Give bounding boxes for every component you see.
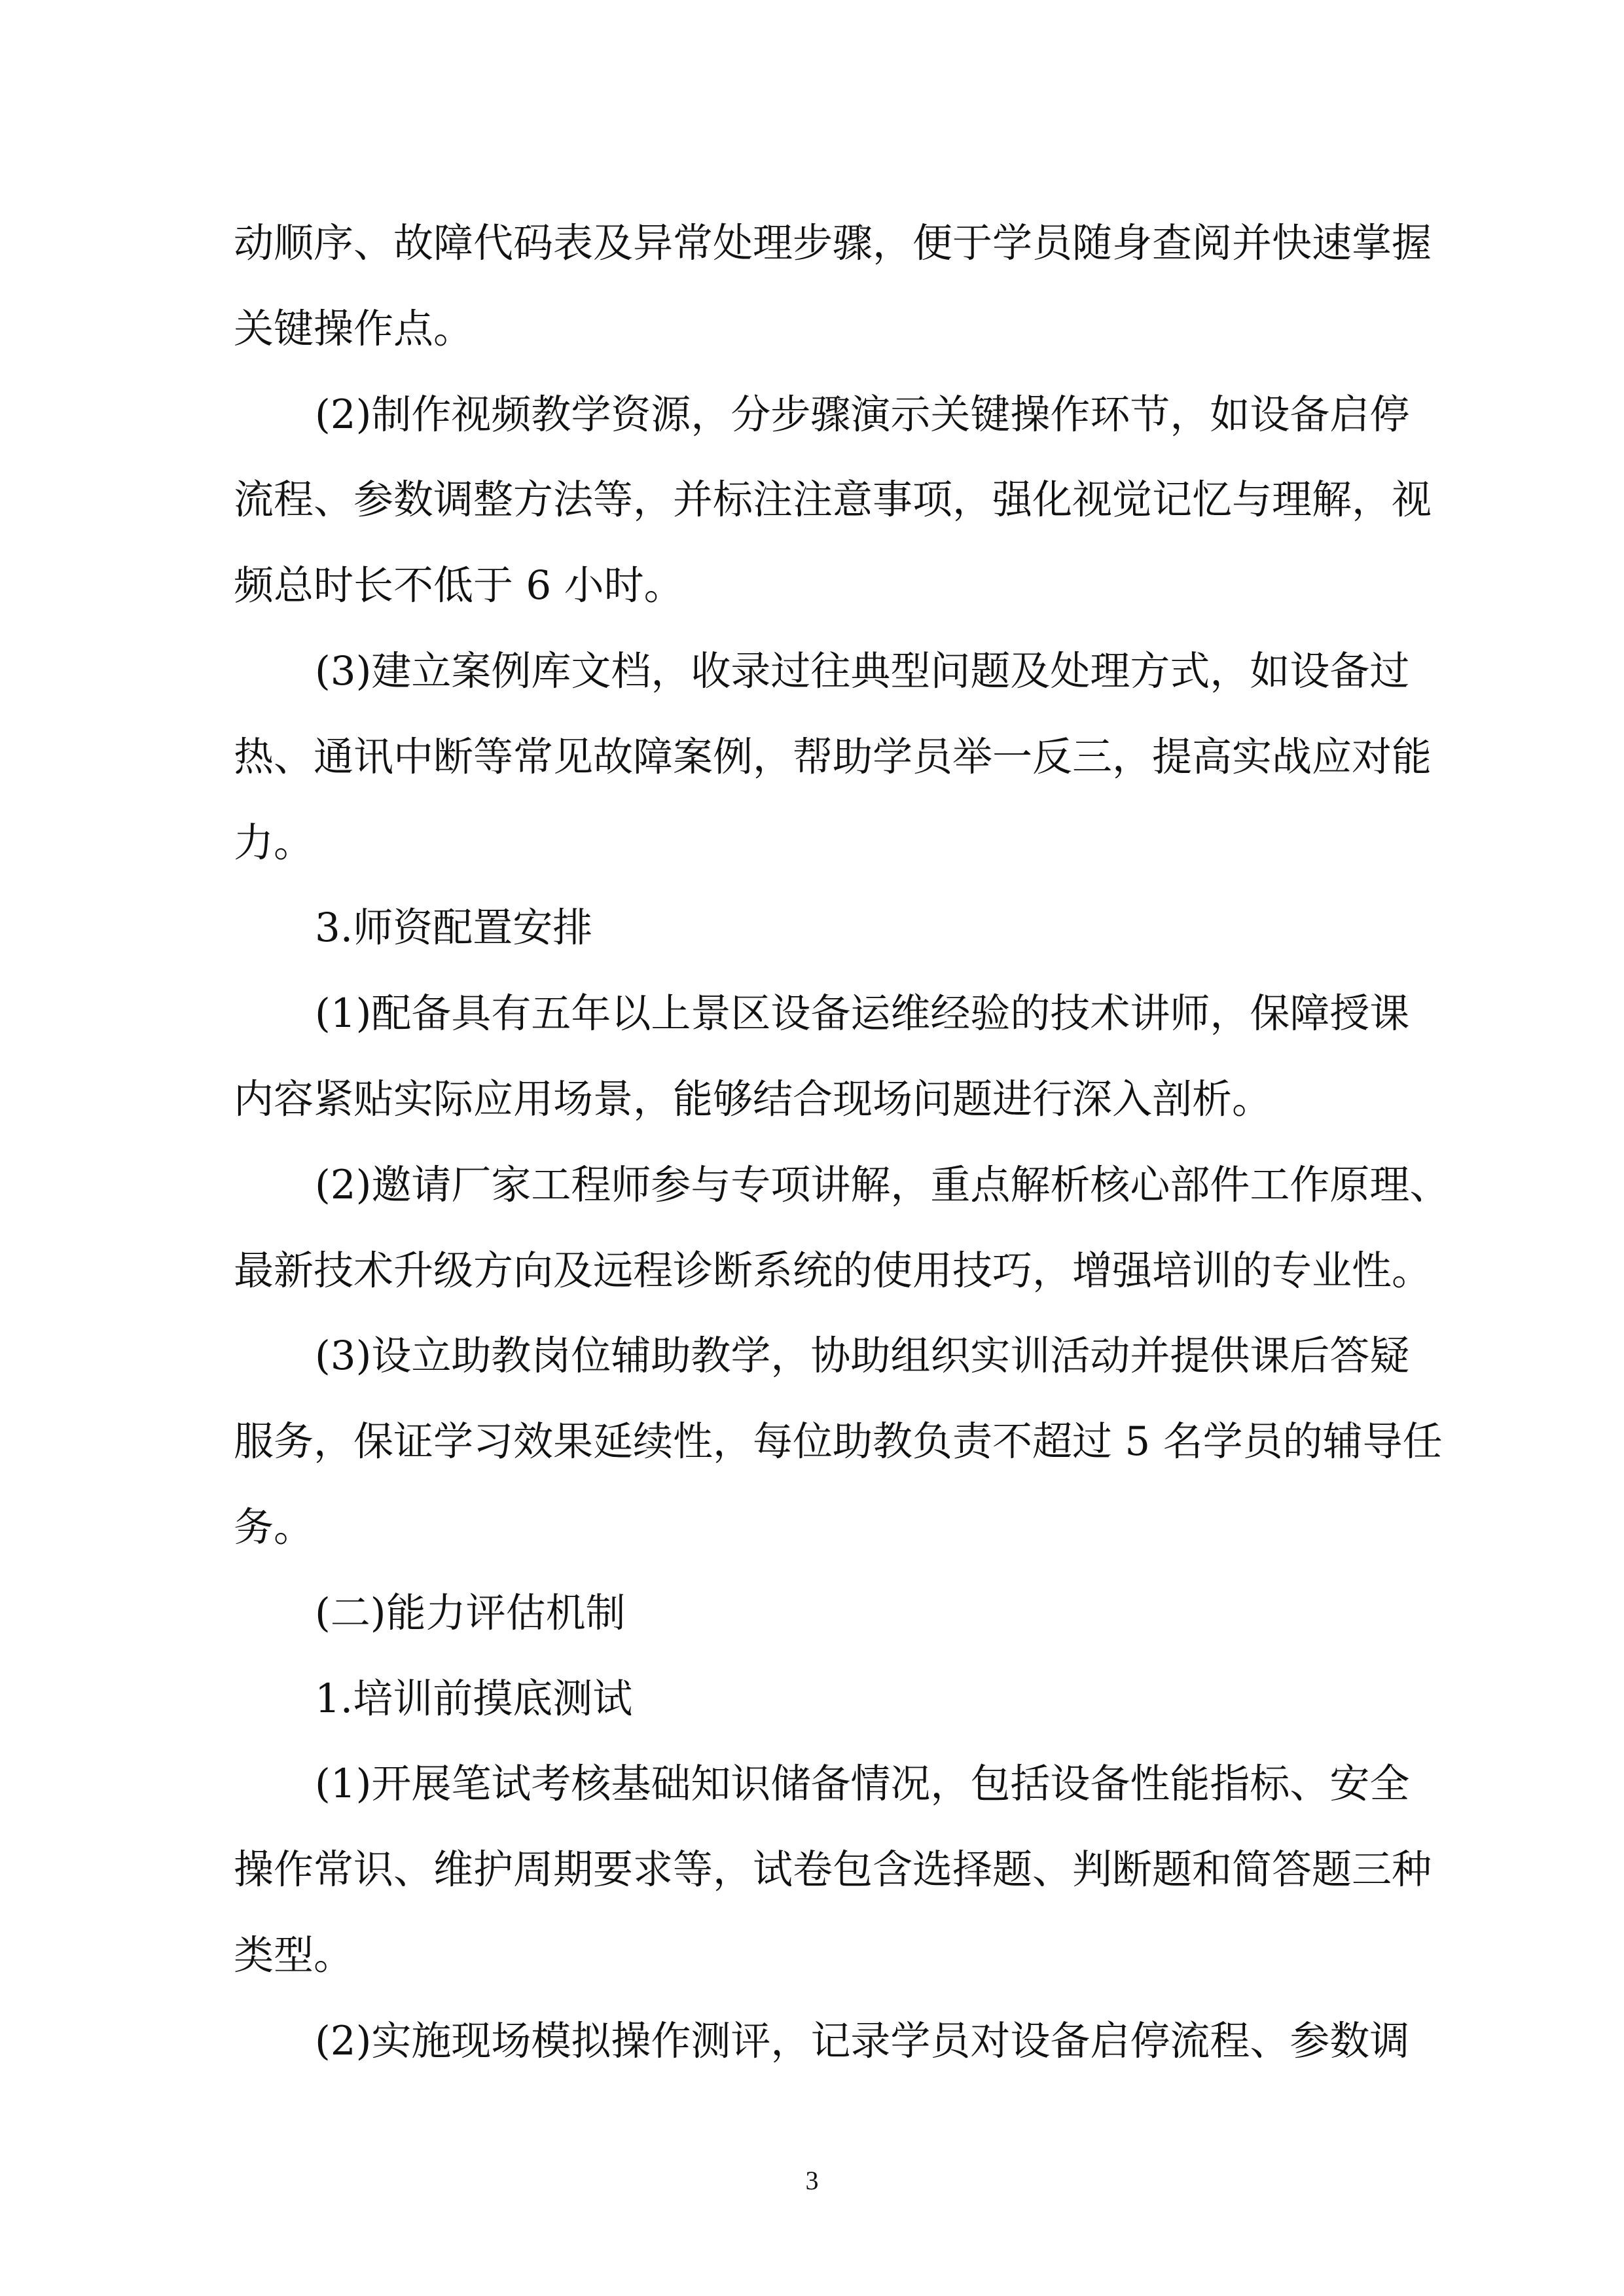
text-line: (1)开展笔试考核基础知识储备情况，包括设备性能指标、安全 xyxy=(315,1761,1410,1808)
text-line: 务。 xyxy=(234,1504,314,1551)
text-line: (2)制作视频教学资源，分步骤演示关键操作环节，如设备启停 xyxy=(315,391,1410,438)
text-line: 操作常识、维护周期要求等，试卷包含选择题、判断题和简答题三种 xyxy=(234,1846,1432,1893)
text-line: 关键操作点。 xyxy=(234,305,474,352)
text-line: (二)能力评估机制 xyxy=(315,1589,626,1636)
page-number: 3 xyxy=(805,2166,819,2195)
text-line: 热、通讯中断等常见故障案例，帮助学员举一反三，提高实战应对能 xyxy=(234,733,1432,780)
text-line: (3)建立案例库文档，收录过往典型问题及处理方式，如设备过 xyxy=(315,648,1410,694)
text-line: 频总时长不低于 6 小时。 xyxy=(234,562,684,609)
text-line: 动顺序、故障代码表及异常处理步骤，便于学员随身查阅并快速掌握 xyxy=(234,220,1432,266)
text-line: (3)设立助教岗位辅助教学，协助组织实训活动并提供课后答疑 xyxy=(315,1333,1410,1380)
text-line: 流程、参数调整方法等，并标注注意事项，强化视觉记忆与理解，视 xyxy=(234,476,1432,524)
text-line: 服务，保证学习效果延续性，每位助教负责不超过 5 名学员的辅导任 xyxy=(234,1418,1443,1465)
text-line: (2)邀请厂家工程师参与专项讲解，重点解析核心部件工作原理、 xyxy=(315,1161,1450,1208)
text-line: 1.培训前摸底测试 xyxy=(315,1675,633,1722)
text-line: 最新技术升级方向及远程诊断系统的使用技巧，增强培训的专业性。 xyxy=(234,1247,1432,1294)
text-line: 内容紧贴实际应用场景，能够结合现场问题进行深入剖析。 xyxy=(234,1076,1272,1122)
text-line: 力。 xyxy=(234,819,314,866)
text-line: 3.师资配置安排 xyxy=(315,905,593,952)
text-line: (2)实施现场模拟操作测评，记录学员对设备启停流程、参数调 xyxy=(315,2017,1410,2064)
text-line: (1)配备具有五年以上景区设备运维经验的技术讲师，保障授课 xyxy=(315,990,1410,1037)
text-line: 类型。 xyxy=(234,1932,354,1979)
